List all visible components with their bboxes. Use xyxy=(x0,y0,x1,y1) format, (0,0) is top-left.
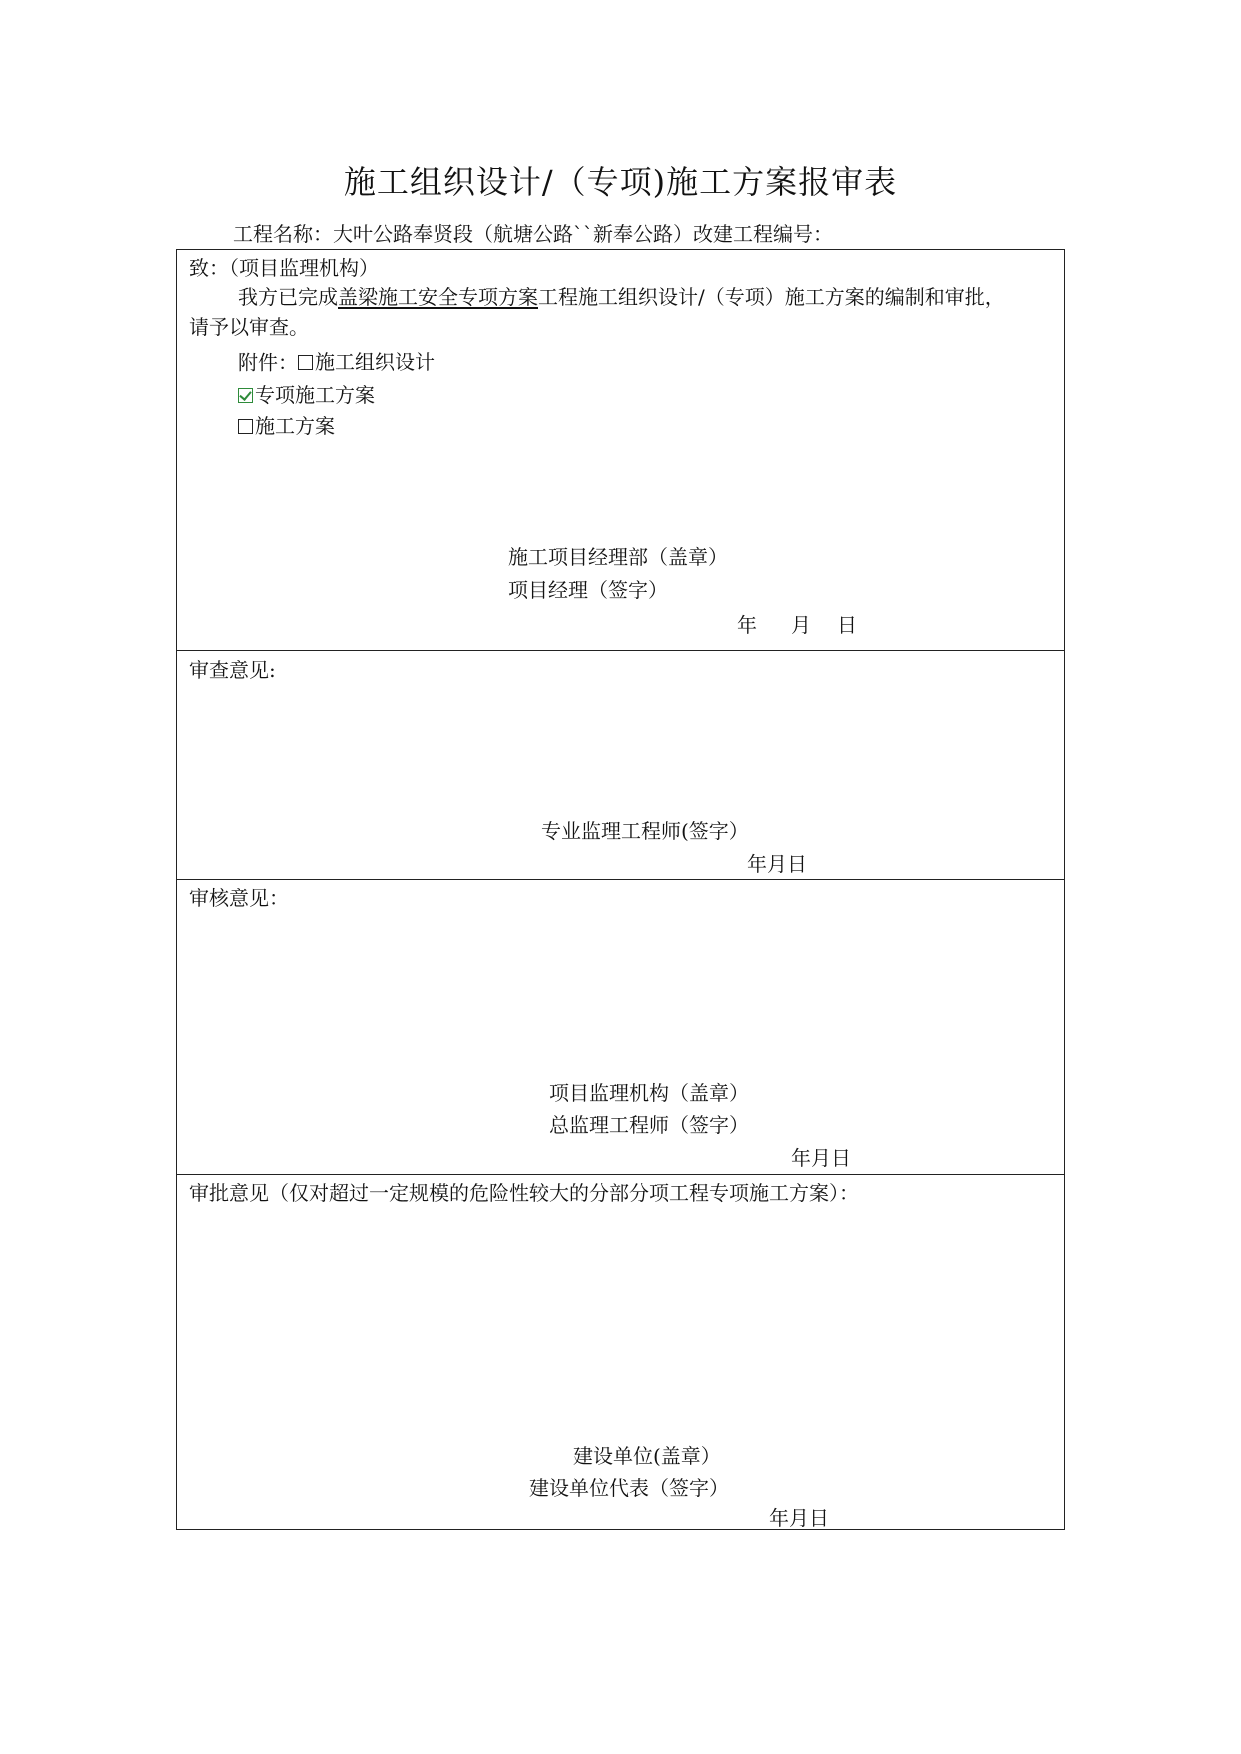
attachment-row-1 xyxy=(238,348,435,377)
audit-opinion-section xyxy=(177,879,1064,1174)
page-title: 施工组织设计/（专项)施工方案报审表 xyxy=(343,163,898,201)
approval-opinion-heading: 审批意见（仅对超过一定规模的危险性较大的分部分项工程专项施工方案）： xyxy=(189,1181,859,1205)
chief-engineer-sign-label: 总监理工程师（签字） xyxy=(549,1113,749,1137)
special-construction-plan-label: 专项施工方案 xyxy=(255,383,375,407)
engineer-sign-label: 专业监理工程师(签字） xyxy=(541,819,749,843)
project-name-line: 工程名称：大叶公路奉贤段（航塘公路``新奉公路）改建工程编号： xyxy=(233,222,833,246)
statement-prefix: 我方已完成 xyxy=(238,285,338,309)
audit-opinion-heading: 审核意见： xyxy=(189,886,289,910)
recipient-line: 致：（项目监理机构） xyxy=(189,256,379,280)
statement-suffix: 工程施工组织设计/（专项）施工方案的编制和审批， xyxy=(538,285,1005,309)
plan-name-field[interactable]: 盖梁施工安全专项方案 xyxy=(338,285,538,309)
submission-request: 请予以审查。 xyxy=(189,315,309,339)
review-opinion-section xyxy=(177,650,1064,879)
approval-date: 年月日 xyxy=(769,1506,829,1530)
review-date: 年月日 xyxy=(747,852,807,876)
construction-plan-label: 施工方案 xyxy=(255,414,335,438)
construction-unit-seal-label: 建设单位(盖章） xyxy=(573,1444,721,1468)
construction-unit-rep-sign-label: 建设单位代表（签字） xyxy=(529,1476,729,1500)
attachment-row-3 xyxy=(238,412,335,441)
date-year: 年 xyxy=(737,613,757,637)
audit-date: 年月日 xyxy=(791,1146,851,1170)
construction-org-design-label: 施工组织设计 xyxy=(315,350,435,374)
date-month: 月 xyxy=(791,613,811,637)
dept-seal-label: 施工项目经理部（盖章） xyxy=(508,545,728,569)
date-day: 日 xyxy=(837,613,857,637)
supervision-org-seal-label: 项目监理机构（盖章） xyxy=(549,1081,749,1105)
approval-opinion-section xyxy=(177,1174,1064,1530)
construction-plan-checkbox[interactable] xyxy=(238,419,253,434)
construction-org-design-checkbox[interactable] xyxy=(298,355,313,370)
submission-section xyxy=(177,250,1064,650)
review-form xyxy=(176,249,1065,1530)
submission-statement xyxy=(238,283,1005,311)
manager-sign-label: 项目经理（签字） xyxy=(508,578,668,602)
review-opinion-heading: 审查意见: xyxy=(189,658,276,682)
special-construction-plan-checkbox[interactable] xyxy=(238,388,253,403)
attachments-label: 附件： xyxy=(238,350,298,375)
attachment-row-2 xyxy=(238,381,375,410)
